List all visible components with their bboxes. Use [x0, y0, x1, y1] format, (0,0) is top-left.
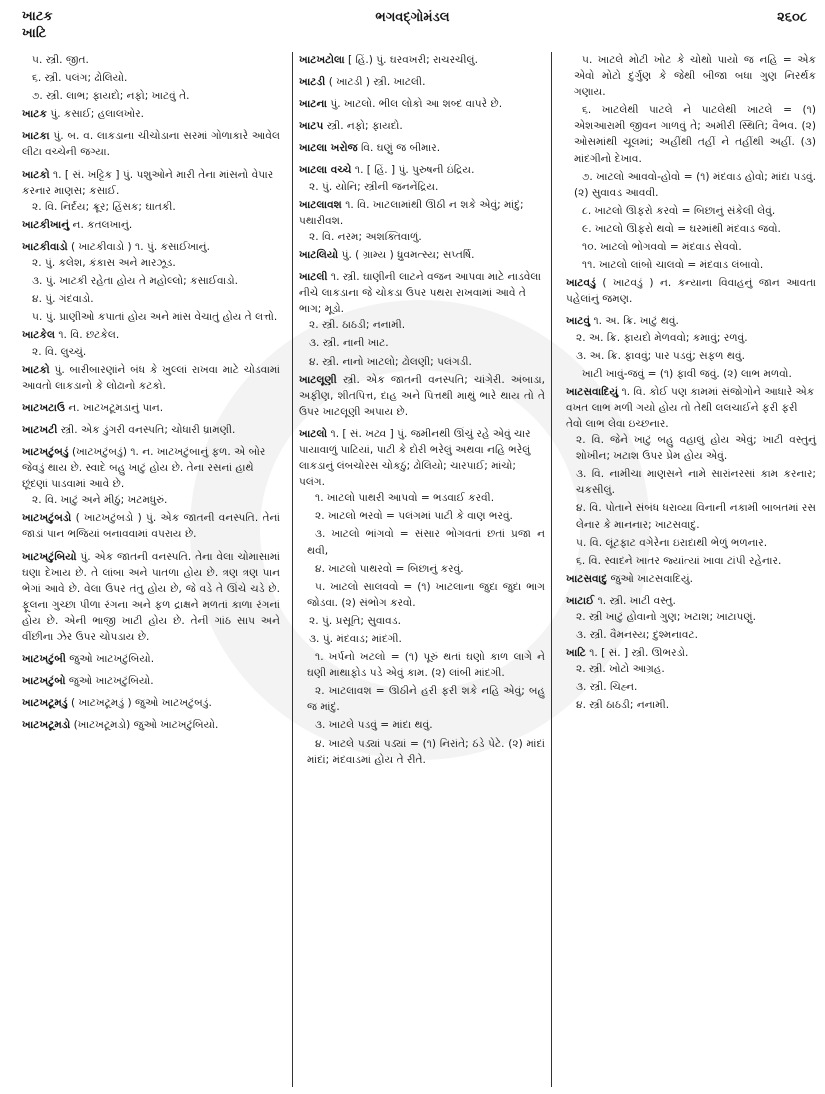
definition: સ્ત્રી. એક ડુંગરી વનસ્પતિ; ચોધારી ધ્રામણી. [57, 423, 236, 436]
headword: ખાટખટુંબો [22, 675, 66, 688]
sense: ૨. વિ. ખાટું અને મીઠું; ખટમધુરું. [32, 494, 168, 507]
headword: ખાટિ [566, 647, 586, 660]
entry [22, 167, 280, 199]
sense: ૨. સ્ત્રી ખાટું હોવાનો ગુણ; ખટાશ; ખાટાપણું. [576, 611, 756, 623]
idiom: ૭. ખાટલો આવવો-હોવો = (૧) મંદવાડ હોવો; માંદા પડવું. (૨) સુવાવડ આવવી. [574, 170, 816, 199]
entry [22, 400, 280, 416]
entry [566, 384, 816, 432]
headword: ખાટાઈ [566, 594, 595, 607]
headword: ખાટકા [22, 130, 50, 143]
headword: ખાટલી [299, 271, 328, 284]
entry [299, 52, 545, 68]
definition: વિ. ઘણું જ બીમાર. [357, 142, 441, 155]
idiom: ૨. ખાટલો ભરવો = પલંગમાં પાટી કે વાણ ભરવું. [315, 510, 513, 523]
entry [299, 74, 545, 90]
entry [22, 651, 280, 667]
definition: ૧. સ્ત્રી. ઘાણીની લાટને વજન આપવા માટે નાડવેલા નીચે લાકડાના જે ચોકડા ઉપર પથરા રાખવામાં આવે તે ભાગ; મૂડો. [299, 271, 542, 316]
idiom: ૫. ખાટલે મોટી ખોટ કે ચોથો પાયો જ નહિ = એક એવો મોટો દુર્ગુણ કે જેથી બીજા બધા ગુણ નિરર્થક ગણાય. [574, 54, 816, 99]
dictionary-columns [0, 52, 825, 1092]
column-1 [22, 52, 280, 739]
entry [22, 106, 280, 122]
idiom: ૪. ખાટલો પાથરવો = બિછાનું કરવું. [315, 562, 464, 575]
definition: ૧. વિ. ખાટલામાંથી ઊઠી ન શકે એવું; માંદું; પથારીવશ. [299, 198, 524, 227]
definition: ( ખાટવડું ) ન. કન્યાના વિવાહનું જાન આવતા પહેલાંનું જમણ. [566, 277, 816, 306]
headword: ખાટકો [22, 363, 50, 376]
headword: ખાટલો [299, 427, 328, 440]
definition: જુઓ ખાટખટુંબિયો. [65, 653, 155, 666]
sense: ૨. અ. ક્રિ. ફાયદો મેળવવો; કમાવું; રળવું. [576, 331, 748, 344]
sense: ૩. સ્ત્રી. નાની ખાટ. [309, 337, 389, 350]
definition: ૧. વિ. છટકેલ. [54, 329, 120, 342]
entry [299, 197, 545, 229]
sense: ૬. વિ. સ્વાદને ખાતર જ્યાંત્યાં ખાવા ટાંપી રહેનાર. [576, 554, 782, 567]
definition: પું. એક જાતની વનસ્પતિ. તેના વેલા ચોમાસામાં ઘણા દેખાય છે. તે લાંબા અને પાતળા હોય છે. ત્રણ ત્રણ પાન ભેગાં આવે છે. વેલા ઉપર તંતુ હોય છે, જે વડે તે ઊંચે ચડે છે. ફૂલના ગુચ્છા પીળા રંગના અને ફળ દ્રાક્ષને મળતાં કાળા રંગનાં હોય છે. એની ભાજી ખાટી હોય છે. તેની ગાંઠ સાપ અને વીંછીના ઝેર ઉપર ચોપડાય છે. [22, 550, 280, 643]
headword: ખાટડી [299, 76, 326, 89]
headword: ખાટખટાઉ [22, 401, 65, 414]
sense: ૨. પું. કલેશ, કંકાસ અને મારઝૂડ. [32, 257, 176, 270]
entry [566, 645, 816, 661]
entry [299, 162, 545, 178]
headword: ખાટલા વચ્ચે [299, 164, 352, 177]
sense: ૫. પું. પ્રાણીઓ કપાતાં હોય અને માંસ વેચાતું હોય તે લત્તો. [32, 311, 278, 324]
definition: પું. બ. વ. લાકડાના ચીચોડાના સરમાં ગોળાકારે આવેલ લીટા વચ્ચેની જગ્યા. [22, 130, 280, 159]
sense: ૫. સ્ત્રી. જીત. [32, 54, 89, 66]
entry [299, 269, 545, 317]
definition: સ્ત્રી. એક જાતની વનસ્પતિ; ચાંગેરી. અંબાડા, અફીણ, શીતપિત્ત, દાહ અને પિત્તથી માથું ભારે થાય તો તે ઉપર ખાટલૂણી અપાય છે. [299, 373, 545, 418]
definition: જુઓ ખાટસવાદિયું. [607, 572, 694, 585]
headword: ખાટખટૂમડું [22, 697, 68, 710]
entry [299, 118, 545, 134]
definition: જુઓ ખાટખટુંબિયો. [65, 675, 154, 688]
sense: ૩. સ્ત્રી. વૈમનસ્ય; દુશ્મનાવટ. [576, 629, 698, 642]
sense: ૩. અ. ક્રિ. ફાવવું; પાર પડવું; સફળ થવું. [576, 349, 746, 362]
idiom: ૩. ખાટલે પડવું = માંદા થવું. [315, 719, 433, 732]
sense: ૨. સ્ત્રી. ઠાઠડી; નનામી. [309, 319, 406, 332]
headword: ખાટખટુંબડો [22, 512, 72, 525]
headword: ખાટખટૂમડો [22, 719, 71, 732]
definition: ૧. સ્ત્રી. ખાટી વસ્તુ. [594, 594, 676, 607]
definition: સ્ત્રી. નફો; ફાયદો. [323, 120, 403, 133]
headword: ખાટખટી [22, 423, 58, 436]
entry [22, 717, 280, 733]
headword: ખાટકેલ [22, 329, 55, 342]
headword: ખાટકીખાનું [22, 218, 70, 231]
headword: ખાટકો [22, 168, 50, 181]
entry [566, 275, 816, 307]
sense: ૪. પું. ગંદવાડો. [32, 293, 94, 306]
headword: ખાટપ [299, 120, 324, 133]
entry [22, 444, 280, 492]
sense: ૨. વિ. લુચ્ચું. [32, 345, 87, 358]
sense: ૭. સ્ત્રી. લાભ; ફાયદો; નફો; ખાટવું તે. [32, 90, 190, 103]
entry [22, 217, 280, 233]
entry [22, 327, 280, 343]
headword: ખાટખટુંબડું [22, 445, 69, 458]
column-3 [566, 52, 816, 716]
sense: ૨. વિ. નિર્દય; ક્રૂર; હિંસક; ઘાતકી. [32, 200, 176, 213]
idiom: ૬. ખાટલેથી પાટલે ને પાટલેથી ખાટલે = (૧) એશઆરામી જીવન ગાળવું તે; અમીરી સ્થિતિ; વૈભવ. (૨) ઓસમાંથી ચૂલમાં; અહીંથી તહીં ને તહીંથી અહીં. (૩) માંદગીનો દેખાવ. [574, 104, 816, 165]
definition: ૧. [ સં. ] સ્ત્રી. ઊભરડો. [585, 647, 689, 660]
definition: ૧. [ સં. ખટ્ટિક ] પું. પશુઓને મારી તેના માંસનો વેપાર કરનાર માણસ; કસાઈ. [22, 168, 274, 197]
definition: ૧. અ. ક્રિ. ખાટું થવું. [590, 315, 679, 328]
entry [22, 362, 280, 394]
entry [566, 593, 816, 609]
definition: પું. ( ગ્રામ્ય ) ધ્રુવમત્સ્ય; સપ્તર્ષિ. [338, 248, 475, 261]
page-number: ૨૬૦૮ [777, 10, 807, 25]
sense: ૨. પું. યોનિ; સ્ત્રીની જનનેંદ્રિય. [309, 180, 439, 193]
definition: ( ખાટકીવાડો ) ૧. પું. કસાઈખાનું. [67, 240, 210, 253]
idiom: ખાટી ખાવું-જવું = (૧) ફાવી જવું. (૨) લાભ મળવો. [582, 367, 792, 380]
sense: ૩. સ્ત્રી. ચિહ્ન. [576, 681, 638, 694]
guide-word-last: ખાટિ [22, 26, 47, 41]
definition: [ હિં.) પું. ઘરવખરી; રાચરચીલું. [344, 54, 478, 66]
sense: ૩. પું. મંદવાડ; માંદગી. [309, 633, 402, 645]
headword: ખાટસવાદિયું [566, 385, 619, 398]
idiom: ૧૦. ખાટલો ભોગવવો = મંદવાડ સેવવો. [582, 241, 742, 254]
sense: ૨. વિ. જેને ખાટું બહુ વહાલું હોય એવું; ખાટી વસ્તુનું શોખીન; ખટાશ ઉપર પ્રેમ હોય એવું. [576, 434, 816, 463]
definition: (ખાટખટૂમડો) જુઓ ખાટખટુંબિયો. [70, 719, 219, 732]
headword: ખાટસવાદુ [566, 572, 608, 585]
sense: ૩. વિ. નામીચા માણસને નામે સારાંનરસાં કામ કરનાર; ચકસીલું. [576, 468, 816, 497]
idiom: ૧. ખર્પનો ખટલો = (૧) પૂરું થતાં ઘણો કાળ લાગે ને ઘણી માથાફોડ પડે એવું કામ. (૨) લાંબી માંદગી. [307, 651, 545, 680]
definition: પું. બારીબારણાંને બંધ કે ખુલ્લાં રાખવા માટે ચોડવામાં આવતો લાકડાનો કે લોઢાનો કટકો. [22, 363, 280, 392]
guide-word-first: ખાટક [22, 9, 53, 24]
entry [22, 128, 280, 160]
sense: ૨. વિ. નરમ; અશક્તિવાળું. [309, 230, 422, 243]
headword: ખાટખટુંબિયો [22, 550, 77, 563]
definition: પું. ખાટલો. ભીલ લોકો આ શબ્દ વાપરે છે. [326, 98, 503, 111]
definition: ન. કતલખાનું. [69, 218, 133, 231]
definition: ( ખાટખટુંબડો ) પું. એક જાતની વનસ્પતિ. તેનાં જાડાં પાન ભજિયાં બનાવવામાં વપરાય છે. [22, 512, 280, 541]
entry [22, 549, 280, 646]
idiom: ૪. ખાટલે પડ્યાં પડ્યાં = (૧) નિરાંતે; ઠંડે પેટે. (૨) માંદાં માંદાં; મંદવાડમાં હોય તે રીતે. [307, 737, 545, 766]
entry [299, 96, 545, 112]
idiom: ૯. ખાટલો ઊફરો થવો = ઘરમાંથી મંદવાડ જવો. [582, 222, 781, 235]
definition: ન. ખાટખટૂમડાનું પાન. [64, 401, 164, 414]
idiom: ૧૧. ખાટલો લાંબો ચાલવો = મંદવાડ લંબાવો. [582, 259, 764, 272]
entry [22, 239, 280, 255]
entry [299, 140, 545, 156]
sense: ૪. સ્ત્રી. નાનો ખાટલો; ઢોલણી; પલંગડી. [309, 355, 472, 368]
headword: ખાટલિયો [299, 248, 339, 261]
sense: ૬. સ્ત્રી. પલંગ; ઢોલિયો. [32, 72, 128, 85]
entry [22, 422, 280, 438]
entry [299, 372, 545, 420]
sense: ૨. સ્ત્રી. ખોટો આગ્રહ. [576, 663, 665, 676]
column-2 [292, 52, 552, 1087]
definition: ( ખાટખટૂમડું ) જુઓ ખાટખટુંબડું. [67, 697, 212, 710]
definition: પું. કસાઈ; હલાલખોર. [46, 108, 145, 121]
sense: ૫. વિ. લૂંટફાટ વગેરેના ઇરાદાથી ભેળું ભળનાર. [576, 536, 768, 549]
headword: ખાટક [22, 108, 47, 121]
sense: ૩. પું. ખાટકી રહેતા હોય તે મહોલ્લો; કસાઈવાડો. [32, 275, 238, 288]
idiom: ૮. ખાટલો ઊફરો કરવો = બિછાનું સંકેલી લેવું. [582, 204, 776, 217]
headword: ખાટલૂણી [299, 373, 337, 386]
running-title: ભગવદ્ગોમંડલ [375, 10, 450, 25]
entry [299, 247, 545, 263]
entry [22, 673, 280, 689]
headword: ખાટખટુંબી [22, 653, 66, 666]
entry [566, 313, 816, 329]
idiom: ૨. ખાટલાવશ = ઊઠીને હરી ફરી શકે નહિ એવું; બહુ જ માંદું. [307, 685, 545, 714]
definition: ૧. [ સં. ખટ્વ ] પું. જમીનથી ઊંચું રહે એવું ચાર પાયાવાળું પાટિયાં, પાટી કે દોરી ભરેલું અથવા નહિ ભરેલું લાકડાનું લંબચોરસ ચોકઠું; ઢોલિયો; ચારપાઈ; માંચો; પલંગ. [299, 427, 531, 489]
headword: ખાટલાવશ [299, 198, 342, 211]
definition: ( ખાટડી ) સ્ત્રી. ખાટલી. [325, 76, 426, 89]
headword: ખાટવું [566, 315, 591, 328]
page-header [0, 6, 825, 46]
sense: ૪. વિ. પોતાને સંબંધ ધરાવ્યા વિનાની નકામી બાબતમાં રસ લેનાર કે માનનાર; ખાટસવાદુ. [576, 502, 816, 531]
sense: ૪. સ્ત્રી ઠાઠડી; નનામી. [576, 699, 670, 712]
headword: ખાટલા ખરોજ [299, 142, 358, 155]
definition: ૧. વિ. કોઈ પણ કામમાં સંજોગોને આધારે એક વખત લાભ મળી ગયો હોય તો તેથી લલચાઈને ફરી ફરી તેવો લાભ લેવા ઇચ્છનાર. [566, 385, 815, 430]
idiom: ૧. ખાટલો પાથરી આપવો = ભડવાઈ કરવી. [315, 492, 495, 505]
headword: ખાટખટોલા [299, 54, 345, 66]
headword: ખાટવડું [566, 277, 596, 290]
headword: ખાટકીવાડો [22, 240, 68, 253]
entry [299, 426, 545, 490]
headword: ખાટના [299, 98, 327, 111]
entry [566, 571, 816, 587]
entry [22, 510, 280, 542]
definition: ૧. [ હિં. ] પું. પુરુષની ઇંદ્રિય. [351, 164, 475, 177]
sense: ૨. પું. પ્રસૂતિ; સુવાવડ. [309, 614, 401, 627]
idiom: ૫. ખાટલો સાલવવો = (૧) ખાટલાના જુદા જુદા ભાગ જોડવા. (૨) સંભોગ કરવો. [307, 580, 545, 609]
definition: (ખાટખટુંબડું) ૧. ન. ખાટખટુંબાનું ફળ. એ બોર જેવડું થાય છે. સ્વાદે બહુ ખાટું હોય છે. તેના રસનાં હાથે છૂંદણાં પાડવામાં આવે છે. [22, 445, 266, 491]
entry [22, 695, 280, 711]
idiom: ૩. ખાટલો ભાંગવો = સંસાર ભોગવતાં છતાં પ્રજા ન થવી, [307, 528, 545, 557]
